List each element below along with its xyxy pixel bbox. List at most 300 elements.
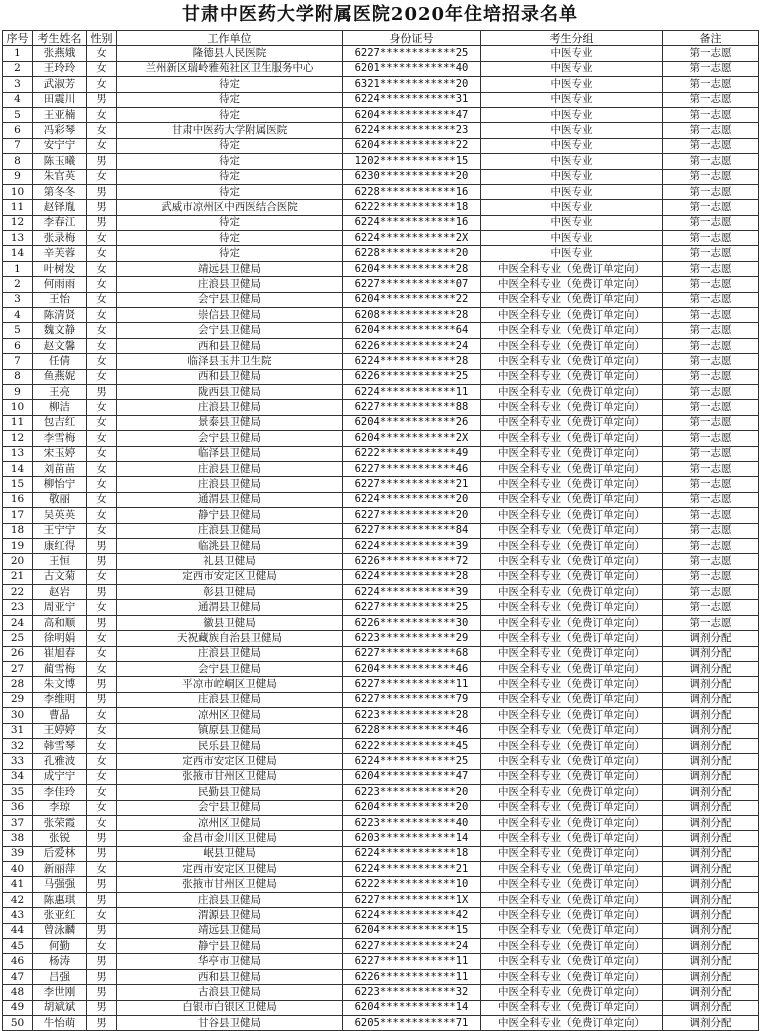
table-row — [3, 384, 759, 399]
cell-name: 任倩 — [33, 354, 87, 369]
cell-remark: 调剂分配 — [663, 954, 759, 969]
cell-remark: 第一志愿 — [663, 261, 759, 276]
cell-workplace: 待定 — [117, 77, 343, 92]
cell-gender: 女 — [87, 862, 117, 877]
cell-group: 中医专业 — [481, 246, 663, 261]
cell-index: 10 — [3, 400, 33, 415]
cell-workplace: 通渭县卫健局 — [117, 600, 343, 615]
cell-name: 后爱林 — [33, 846, 87, 861]
cell-index: 44 — [3, 923, 33, 938]
cell-name: 刘苗苗 — [33, 461, 87, 476]
cell-id-number: 6321************20 — [343, 77, 481, 92]
cell-index: 49 — [3, 1000, 33, 1015]
table-row — [3, 862, 759, 877]
cell-group: 中医全科专业（免费订单定向） — [481, 785, 663, 800]
cell-group: 中医全科专业（免费订单定向） — [481, 354, 663, 369]
cell-gender: 女 — [87, 800, 117, 815]
cell-remark: 调剂分配 — [663, 754, 759, 769]
cell-gender: 男 — [87, 1000, 117, 1015]
cell-index: 7 — [3, 138, 33, 153]
table-row — [3, 585, 759, 600]
cell-remark: 调剂分配 — [663, 985, 759, 1000]
cell-id-number: 6222************45 — [343, 738, 481, 753]
cell-group: 中医全科专业（免费订单定向） — [481, 415, 663, 430]
cell-index: 10 — [3, 184, 33, 199]
cell-index: 25 — [3, 631, 33, 646]
cell-remark: 第一志愿 — [663, 92, 759, 107]
cell-index: 3 — [3, 292, 33, 307]
cell-workplace: 庄浪县卫健局 — [117, 646, 343, 661]
cell-id-number: 6224************31 — [343, 92, 481, 107]
table-row — [3, 354, 759, 369]
cell-name: 曹晶 — [33, 708, 87, 723]
cell-id-number: 6201************40 — [343, 61, 481, 76]
cell-remark: 调剂分配 — [663, 815, 759, 830]
cell-index: 36 — [3, 800, 33, 815]
cell-id-number: 6227************20 — [343, 508, 481, 523]
cell-index: 37 — [3, 815, 33, 830]
cell-gender: 女 — [87, 77, 117, 92]
cell-index: 45 — [3, 939, 33, 954]
cell-index: 12 — [3, 431, 33, 446]
table-row — [3, 169, 759, 184]
cell-group: 中医专业 — [481, 184, 663, 199]
table-row — [3, 692, 759, 707]
cell-workplace: 待定 — [117, 138, 343, 153]
table-row — [3, 415, 759, 430]
table-body — [3, 46, 759, 1031]
cell-workplace: 天祝藏族自治县卫健局 — [117, 631, 343, 646]
cell-remark: 调剂分配 — [663, 923, 759, 938]
cell-gender: 女 — [87, 646, 117, 661]
cell-gender: 男 — [87, 585, 117, 600]
cell-remark: 第一志愿 — [663, 369, 759, 384]
table-row — [3, 154, 759, 169]
cell-workplace: 张掖市甘州区卫健局 — [117, 877, 343, 892]
cell-remark: 调剂分配 — [663, 846, 759, 861]
cell-name: 王婷婷 — [33, 723, 87, 738]
cell-name: 高和顺 — [33, 615, 87, 630]
cell-remark: 第一志愿 — [663, 138, 759, 153]
cell-index: 22 — [3, 585, 33, 600]
table-row — [3, 1016, 759, 1031]
cell-gender: 女 — [87, 523, 117, 538]
cell-name: 武淑芳 — [33, 77, 87, 92]
cell-remark: 调剂分配 — [663, 831, 759, 846]
cell-workplace: 待定 — [117, 246, 343, 261]
cell-gender: 女 — [87, 46, 117, 61]
cell-workplace: 西和县卫健局 — [117, 969, 343, 984]
table-row — [3, 754, 759, 769]
cell-name: 王恒 — [33, 554, 87, 569]
cell-workplace: 凉州区卫健局 — [117, 815, 343, 830]
cell-index: 48 — [3, 985, 33, 1000]
cell-index: 20 — [3, 554, 33, 569]
cell-name: 包吉红 — [33, 415, 87, 430]
cell-remark: 第一志愿 — [663, 538, 759, 553]
table-row — [3, 246, 759, 261]
cell-index: 23 — [3, 600, 33, 615]
cell-group: 中医专业 — [481, 46, 663, 61]
cell-gender: 女 — [87, 323, 117, 338]
cell-workplace: 静宁县卫健局 — [117, 939, 343, 954]
cell-group: 中医全科专业（免费订单定向） — [481, 384, 663, 399]
table-row — [3, 600, 759, 615]
cell-remark: 第一志愿 — [663, 508, 759, 523]
cell-index: 7 — [3, 354, 33, 369]
cell-workplace: 镇原县卫健局 — [117, 723, 343, 738]
cell-id-number: 6208************28 — [343, 308, 481, 323]
cell-group: 中医全科专业（免费订单定向） — [481, 523, 663, 538]
cell-group: 中医全科专业（免费订单定向） — [481, 461, 663, 476]
cell-group: 中医全科专业（免费订单定向） — [481, 1016, 663, 1031]
cell-name: 李琼 — [33, 800, 87, 815]
table-row — [3, 554, 759, 569]
cell-index: 13 — [3, 446, 33, 461]
cell-workplace: 甘谷县卫健局 — [117, 1016, 343, 1031]
cell-workplace: 平凉市崆峒区卫健局 — [117, 677, 343, 692]
cell-remark: 第一志愿 — [663, 246, 759, 261]
cell-name: 王怡 — [33, 292, 87, 307]
cell-index: 21 — [3, 569, 33, 584]
cell-workplace: 隆德县人民医院 — [117, 46, 343, 61]
cell-name: 赵铎胤 — [33, 200, 87, 215]
cell-group: 中医全科专业（免费订单定向） — [481, 677, 663, 692]
cell-id-number: 6204************2X — [343, 431, 481, 446]
cell-remark: 调剂分配 — [663, 708, 759, 723]
cell-gender: 女 — [87, 662, 117, 677]
cell-group: 中医专业 — [481, 138, 663, 153]
cell-gender: 女 — [87, 369, 117, 384]
table-row — [3, 369, 759, 384]
table-row — [3, 677, 759, 692]
cell-gender: 男 — [87, 677, 117, 692]
cell-remark: 第一志愿 — [663, 107, 759, 122]
cell-index: 28 — [3, 677, 33, 692]
table-row — [3, 615, 759, 630]
cell-remark: 第一志愿 — [663, 415, 759, 430]
cell-name: 曾泳麟 — [33, 923, 87, 938]
table-row — [3, 77, 759, 92]
header-group: 考生分组 — [481, 31, 663, 46]
cell-workplace: 静宁县卫健局 — [117, 508, 343, 523]
cell-gender: 女 — [87, 292, 117, 307]
cell-remark: 调剂分配 — [663, 969, 759, 984]
cell-group: 中医全科专业（免费订单定向） — [481, 554, 663, 569]
cell-remark: 调剂分配 — [663, 862, 759, 877]
table-row — [3, 969, 759, 984]
cell-gender: 女 — [87, 169, 117, 184]
table-row — [3, 323, 759, 338]
cell-id-number: 6227************68 — [343, 646, 481, 661]
cell-remark: 调剂分配 — [663, 785, 759, 800]
cell-gender: 男 — [87, 892, 117, 907]
cell-id-number: 6203************14 — [343, 831, 481, 846]
cell-gender: 女 — [87, 723, 117, 738]
cell-group: 中医全科专业（免费订单定向） — [481, 754, 663, 769]
cell-name: 马强强 — [33, 877, 87, 892]
table-row — [3, 785, 759, 800]
cell-index: 2 — [3, 61, 33, 76]
cell-name: 第冬冬 — [33, 184, 87, 199]
cell-index: 39 — [3, 846, 33, 861]
header-name: 考生姓名 — [33, 31, 87, 46]
cell-index: 5 — [3, 107, 33, 122]
cell-index: 9 — [3, 169, 33, 184]
cell-name: 朱文博 — [33, 677, 87, 692]
cell-id-number: 6222************49 — [343, 446, 481, 461]
cell-index: 8 — [3, 154, 33, 169]
cell-remark: 第一志愿 — [663, 554, 759, 569]
cell-gender: 女 — [87, 246, 117, 261]
cell-id-number: 6226************24 — [343, 338, 481, 353]
cell-group: 中医专业 — [481, 61, 663, 76]
table-row — [3, 492, 759, 507]
cell-index: 19 — [3, 538, 33, 553]
cell-group: 中医全科专业（免费订单定向） — [481, 692, 663, 707]
cell-group: 中医全科专业（免费订单定向） — [481, 292, 663, 307]
cell-name: 杨涛 — [33, 954, 87, 969]
cell-id-number: 6224************42 — [343, 908, 481, 923]
cell-id-number: 6224************11 — [343, 384, 481, 399]
cell-remark: 调剂分配 — [663, 738, 759, 753]
cell-index: 41 — [3, 877, 33, 892]
cell-group: 中医全科专业（免费订单定向） — [481, 708, 663, 723]
cell-gender: 女 — [87, 261, 117, 276]
cell-name: 陈玉曦 — [33, 154, 87, 169]
cell-remark: 第一志愿 — [663, 431, 759, 446]
cell-workplace: 会宁县卫健局 — [117, 662, 343, 677]
header-gender: 性别 — [87, 31, 117, 46]
cell-workplace: 靖远县卫健局 — [117, 261, 343, 276]
cell-name: 吕强 — [33, 969, 87, 984]
cell-gender: 女 — [87, 492, 117, 507]
cell-group: 中医全科专业（免费订单定向） — [481, 862, 663, 877]
cell-id-number: 6227************11 — [343, 677, 481, 692]
table-row — [3, 446, 759, 461]
cell-workplace: 崇信县卫健局 — [117, 308, 343, 323]
cell-name: 魏文静 — [33, 323, 87, 338]
cell-gender: 女 — [87, 107, 117, 122]
cell-id-number: 6204************64 — [343, 323, 481, 338]
header-id-number: 身份证号 — [343, 31, 481, 46]
cell-id-number: 6228************46 — [343, 723, 481, 738]
cell-name: 何勤 — [33, 939, 87, 954]
cell-id-number: 6224************23 — [343, 123, 481, 138]
cell-gender: 男 — [87, 554, 117, 569]
cell-group: 中医专业 — [481, 231, 663, 246]
cell-id-number: 6227************84 — [343, 523, 481, 538]
cell-id-number: 6205************71 — [343, 1016, 481, 1031]
cell-group: 中医专业 — [481, 92, 663, 107]
cell-group: 中医全科专业（免费订单定向） — [481, 615, 663, 630]
cell-id-number: 6226************72 — [343, 554, 481, 569]
cell-group: 中医全科专业（免费订单定向） — [481, 738, 663, 753]
cell-gender: 男 — [87, 538, 117, 553]
cell-gender: 女 — [87, 708, 117, 723]
cell-workplace: 临洮县卫健局 — [117, 538, 343, 553]
cell-workplace: 景泰县卫健局 — [117, 415, 343, 430]
cell-name: 徐明娟 — [33, 631, 87, 646]
cell-remark: 第一志愿 — [663, 600, 759, 615]
cell-group: 中医全科专业（免费订单定向） — [481, 369, 663, 384]
cell-workplace: 庄浪县卫健局 — [117, 461, 343, 476]
cell-remark: 调剂分配 — [663, 939, 759, 954]
cell-name: 鱼燕妮 — [33, 369, 87, 384]
cell-name: 成宁宁 — [33, 769, 87, 784]
cell-gender: 男 — [87, 846, 117, 861]
cell-gender: 女 — [87, 908, 117, 923]
cell-gender: 女 — [87, 61, 117, 76]
admission-table — [2, 30, 759, 1031]
cell-id-number: 6223************29 — [343, 631, 481, 646]
cell-workplace: 华亭市卫健局 — [117, 954, 343, 969]
cell-workplace: 待定 — [117, 92, 343, 107]
cell-gender: 女 — [87, 338, 117, 353]
cell-name: 陈惠琪 — [33, 892, 87, 907]
cell-name: 王亚楠 — [33, 107, 87, 122]
cell-workplace: 定西市安定区卫健局 — [117, 569, 343, 584]
cell-index: 2 — [3, 277, 33, 292]
table-row — [3, 215, 759, 230]
cell-name: 朱官英 — [33, 169, 87, 184]
cell-id-number: 6222************10 — [343, 877, 481, 892]
cell-remark: 第一志愿 — [663, 200, 759, 215]
cell-workplace: 待定 — [117, 154, 343, 169]
cell-group: 中医全科专业（免费订单定向） — [481, 923, 663, 938]
cell-gender: 男 — [87, 384, 117, 399]
cell-id-number: 6224************16 — [343, 215, 481, 230]
cell-id-number: 6227************46 — [343, 461, 481, 476]
cell-gender: 女 — [87, 461, 117, 476]
cell-gender: 女 — [87, 354, 117, 369]
cell-id-number: 6204************22 — [343, 138, 481, 153]
table-row — [3, 708, 759, 723]
cell-gender: 女 — [87, 631, 117, 646]
cell-name: 康红得 — [33, 538, 87, 553]
cell-index: 14 — [3, 461, 33, 476]
cell-name: 王亮 — [33, 384, 87, 399]
cell-id-number: 6227************25 — [343, 600, 481, 615]
cell-id-number: 6204************46 — [343, 662, 481, 677]
table-row — [3, 400, 759, 415]
cell-workplace: 待定 — [117, 169, 343, 184]
cell-id-number: 6204************14 — [343, 1000, 481, 1015]
cell-workplace: 礼县卫健局 — [117, 554, 343, 569]
cell-id-number: 6227************21 — [343, 477, 481, 492]
cell-group: 中医全科专业（免费订单定向） — [481, 985, 663, 1000]
cell-index: 46 — [3, 954, 33, 969]
cell-group: 中医全科专业（免费订单定向） — [481, 846, 663, 861]
cell-gender: 女 — [87, 277, 117, 292]
table-row — [3, 200, 759, 215]
cell-index: 17 — [3, 508, 33, 523]
cell-group: 中医全科专业（免费订单定向） — [481, 892, 663, 907]
cell-name: 柳怡宁 — [33, 477, 87, 492]
table-row — [3, 815, 759, 830]
cell-remark: 第一志愿 — [663, 123, 759, 138]
cell-gender: 男 — [87, 831, 117, 846]
cell-id-number: 6223************32 — [343, 985, 481, 1000]
cell-id-number: 6204************26 — [343, 415, 481, 430]
cell-remark: 第一志愿 — [663, 492, 759, 507]
cell-workplace: 金昌市金川区卫健局 — [117, 831, 343, 846]
cell-index: 31 — [3, 723, 33, 738]
cell-group: 中医专业 — [481, 215, 663, 230]
cell-workplace: 通渭县卫健局 — [117, 492, 343, 507]
cell-id-number: 6204************22 — [343, 292, 481, 307]
cell-workplace: 甘肃中医药大学附属医院 — [117, 123, 343, 138]
cell-index: 15 — [3, 477, 33, 492]
cell-name: 柳洁 — [33, 400, 87, 415]
cell-group: 中医全科专业（免费订单定向） — [481, 538, 663, 553]
cell-index: 16 — [3, 492, 33, 507]
cell-workplace: 庄浪县卫健局 — [117, 892, 343, 907]
cell-id-number: 6230************20 — [343, 169, 481, 184]
cell-gender: 女 — [87, 138, 117, 153]
cell-group: 中医全科专业（免费订单定向） — [481, 800, 663, 815]
table-row — [3, 631, 759, 646]
cell-remark: 第一志愿 — [663, 446, 759, 461]
cell-gender: 女 — [87, 308, 117, 323]
table-row — [3, 939, 759, 954]
cell-name: 张亚红 — [33, 908, 87, 923]
cell-group: 中医全科专业（免费订单定向） — [481, 1000, 663, 1015]
cell-name: 辛芙蓉 — [33, 246, 87, 261]
cell-remark: 第一志愿 — [663, 461, 759, 476]
cell-index: 4 — [3, 308, 33, 323]
cell-gender: 男 — [87, 215, 117, 230]
cell-gender: 男 — [87, 184, 117, 199]
cell-workplace: 古浪县卫健局 — [117, 985, 343, 1000]
table-row — [3, 308, 759, 323]
cell-remark: 第一志愿 — [663, 569, 759, 584]
cell-id-number: 6222************18 — [343, 200, 481, 215]
cell-remark: 调剂分配 — [663, 908, 759, 923]
cell-name: 敬丽 — [33, 492, 87, 507]
cell-name: 宋玉婷 — [33, 446, 87, 461]
cell-group: 中医全科专业（免费订单定向） — [481, 308, 663, 323]
table-row — [3, 769, 759, 784]
cell-index: 1 — [3, 46, 33, 61]
cell-index: 30 — [3, 708, 33, 723]
cell-workplace: 张掖市甘州区卫健局 — [117, 769, 343, 784]
cell-remark: 第一志愿 — [663, 184, 759, 199]
cell-group: 中医全科专业（免费订单定向） — [481, 323, 663, 338]
cell-index: 38 — [3, 831, 33, 846]
table-row — [3, 877, 759, 892]
cell-name: 李维明 — [33, 692, 87, 707]
cell-workplace: 庄浪县卫健局 — [117, 523, 343, 538]
table-row — [3, 892, 759, 907]
table-header-row — [3, 31, 759, 46]
cell-name: 新丽萍 — [33, 862, 87, 877]
table-row — [3, 1000, 759, 1015]
cell-id-number: 6224************20 — [343, 492, 481, 507]
cell-group: 中医全科专业（免费订单定向） — [481, 662, 663, 677]
cell-id-number: 6227************79 — [343, 692, 481, 707]
cell-workplace: 徽县卫健局 — [117, 615, 343, 630]
cell-remark: 调剂分配 — [663, 800, 759, 815]
header-workplace: 工作单位 — [117, 31, 343, 46]
cell-id-number: 6227************24 — [343, 939, 481, 954]
cell-workplace: 定西市安定区卫健局 — [117, 754, 343, 769]
table-row — [3, 508, 759, 523]
cell-remark: 调剂分配 — [663, 723, 759, 738]
cell-group: 中医全科专业（免费订单定向） — [481, 815, 663, 830]
cell-remark: 第一志愿 — [663, 400, 759, 415]
cell-group: 中医全科专业（免费订单定向） — [481, 939, 663, 954]
